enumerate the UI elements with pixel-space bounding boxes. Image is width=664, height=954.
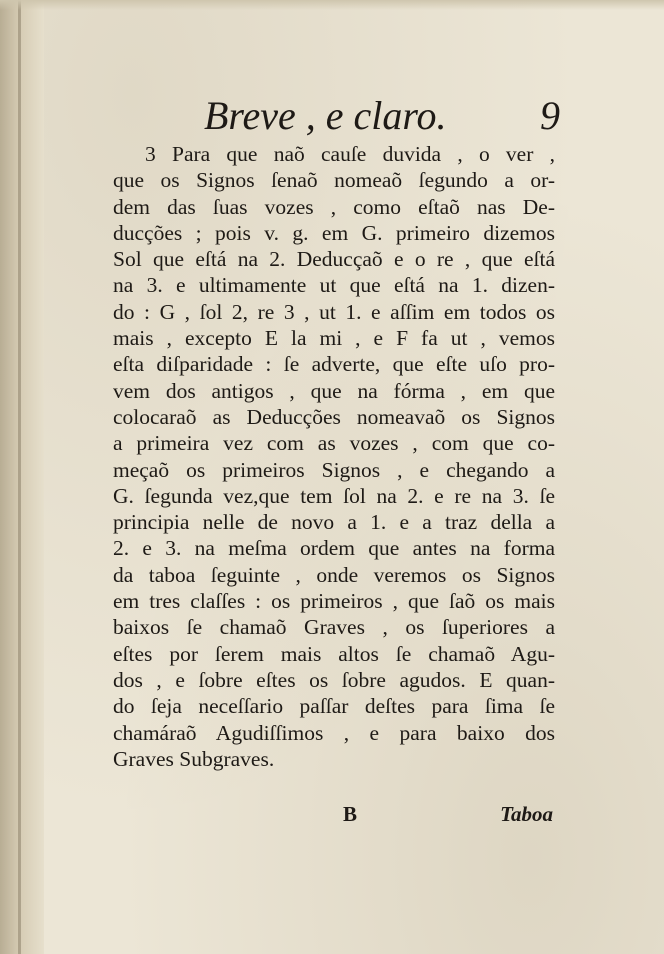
text-line: dos , e ſobre eſtes os ſobre agudos. E quan- bbox=[113, 667, 555, 692]
running-title: Breve , e claro. bbox=[204, 93, 447, 138]
page-top-shadow bbox=[0, 0, 664, 10]
text-line: ducções ; pois v. g. em G. primeiro dizemos bbox=[113, 220, 555, 245]
text-line: Graves Subgraves. bbox=[113, 746, 275, 771]
text-line: eſtes por ſerem mais altos ſe chamaõ Agu- bbox=[113, 641, 555, 666]
text-line: principia nelle de novo a 1. e a traz della a bbox=[113, 510, 555, 535]
text-line: vem dos antigos , que na fórma , em que bbox=[113, 378, 555, 403]
text-line: chamáraõ Agudiſſimos , e para baixo dos bbox=[113, 720, 555, 745]
text-line: G. ſegunda vez,que tem ſol na 2. e re na 3. ſe bbox=[113, 483, 555, 508]
text-line: na 3. e ultimamente ut que eſtá na 1. dizen- bbox=[113, 273, 555, 298]
text-line: 3 Para que naõ cauſe duvida , o ver , bbox=[145, 142, 555, 166]
text-line: da taboa ſeguinte , onde veremos os Signos bbox=[113, 562, 555, 587]
text-line: a primeira vez com as vozes , com que co- bbox=[113, 431, 555, 456]
text-line: baixos ſe chamaõ Graves , os ſuperiores a bbox=[113, 615, 555, 640]
text-line: que os Signos ſenaõ nomeaõ ſegundo a or- bbox=[113, 168, 555, 193]
text-line: eſta diſparidade : ſe adverte, que eſte uſo pro- bbox=[113, 352, 555, 377]
running-header bbox=[110, 92, 560, 140]
text-line: do : G , ſol 2, re 3 , ut 1. e aſſim em todos os bbox=[113, 299, 555, 324]
catchword: Taboa bbox=[500, 802, 553, 826]
text-line: em tres claſſes : os primeiros , que ſaõ os mais bbox=[113, 589, 555, 614]
page-gutter bbox=[0, 0, 44, 954]
text-line: mais , excepto E la mi , e F fa ut , vemos bbox=[113, 326, 555, 351]
text-line: meçaõ os primeiros Signos , e chegando a bbox=[113, 457, 555, 482]
gutter-fold-line bbox=[18, 0, 21, 954]
signature-mark: B bbox=[343, 802, 358, 826]
text-line: dem das ſuas vozes , como eſtaõ nas De- bbox=[113, 194, 555, 219]
page-number: 9 bbox=[540, 93, 560, 138]
page-footer bbox=[113, 800, 555, 830]
text-line: colocaraõ as Deducções nomeavaõ os Signos bbox=[113, 404, 555, 429]
text-line: do ſeja neceſſario paſſar deſtes para ſima ſe bbox=[113, 694, 555, 719]
body-text bbox=[113, 141, 555, 772]
text-line: 2. e 3. na meſma ordem que antes na forma bbox=[113, 536, 555, 561]
text-line: Sol que eſtá na 2. Deducçaõ e o re , que eſtá bbox=[113, 247, 555, 272]
